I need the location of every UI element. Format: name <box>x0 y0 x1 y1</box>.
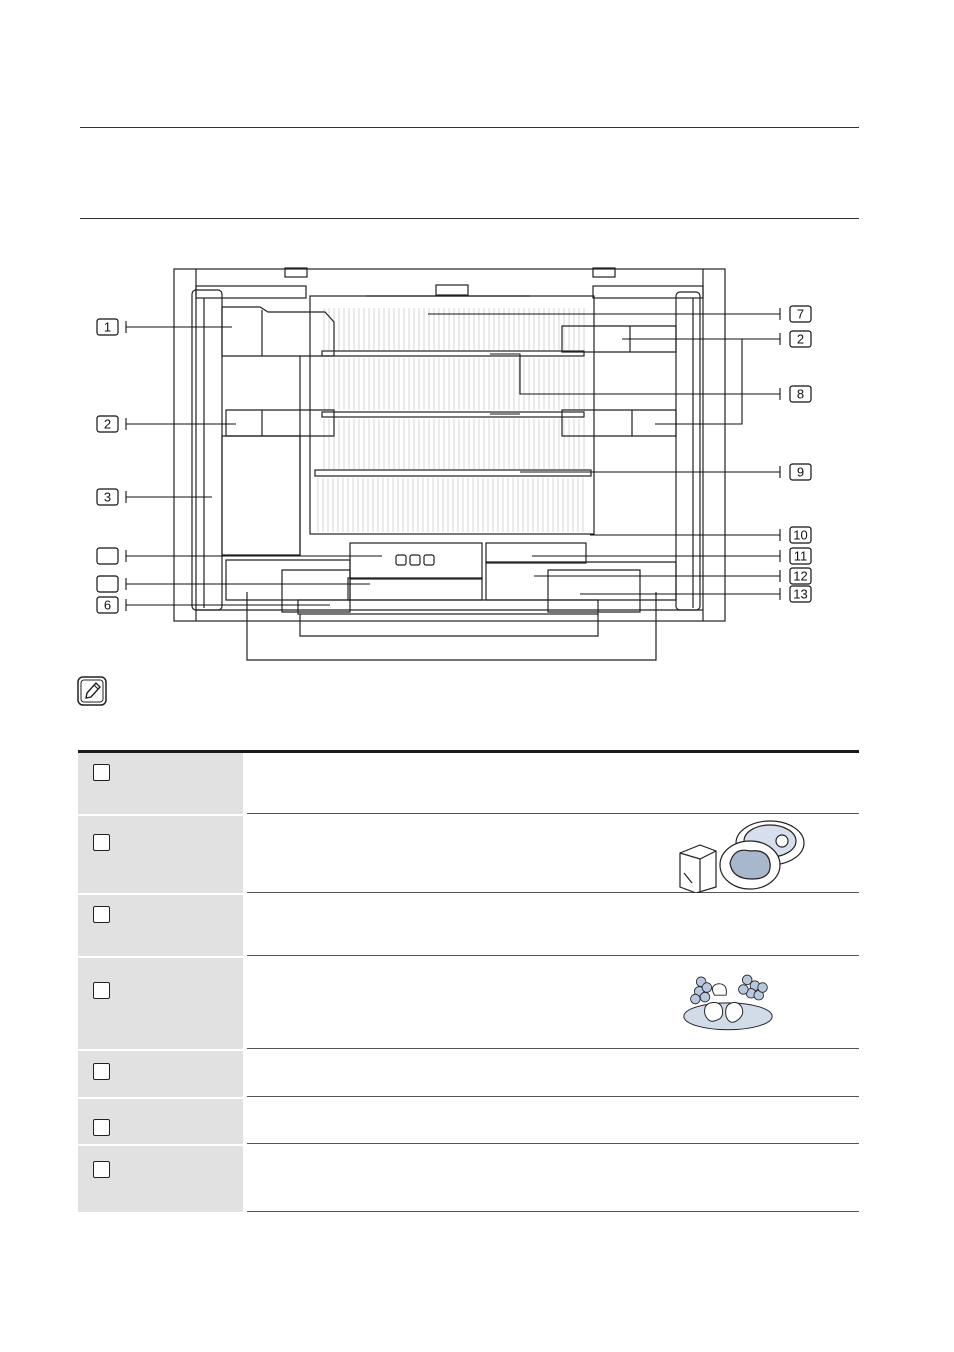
callout-right-1 <box>790 331 811 347</box>
callout-number: 2 <box>796 331 805 347</box>
row-number-box <box>93 1063 110 1080</box>
row-number-box <box>93 764 110 781</box>
callout-right-7 <box>790 586 811 602</box>
callout-right-0 <box>790 306 811 322</box>
door-bin-bottom-left <box>226 560 350 600</box>
callout-right-6 <box>790 568 811 584</box>
cabinet-outline <box>174 269 725 621</box>
callout-left-5 <box>97 597 118 613</box>
meat-and-cheese-illustration <box>672 813 812 893</box>
row-number-box <box>93 906 110 923</box>
shelf-1 <box>322 351 584 356</box>
table-row-label-cell <box>78 1099 243 1144</box>
callout-number: 6 <box>103 597 112 613</box>
table-row-label-cell <box>78 958 243 1049</box>
table-row-divider <box>247 1211 859 1212</box>
shelf-2 <box>322 412 584 417</box>
callout-left-4 <box>97 576 118 592</box>
row-number-box <box>93 1161 110 1178</box>
table-row <box>78 1146 859 1212</box>
table-row-label-cell <box>78 1146 243 1212</box>
door-bin-mid-left <box>226 410 334 436</box>
door-bin-top-left <box>222 307 334 356</box>
table-row-divider <box>247 1048 859 1049</box>
row-number-box <box>93 982 110 999</box>
callout-number: 3 <box>103 489 112 505</box>
callout-number: 7 <box>796 306 805 322</box>
bracket-bins <box>247 592 656 660</box>
table-row <box>78 1051 859 1097</box>
callout-number: 10 <box>793 527 808 543</box>
callout-number: 9 <box>796 464 805 480</box>
callout-right-5 <box>790 548 811 564</box>
callout-number: 12 <box>793 568 808 584</box>
note-pencil-icon <box>77 676 107 706</box>
callout-number: 2 <box>103 416 112 432</box>
table-row-divider <box>247 1143 859 1144</box>
shelf-3 <box>315 470 591 476</box>
table-row-divider <box>247 1096 859 1097</box>
table-row-label-cell <box>78 895 243 956</box>
control-panel <box>350 543 482 579</box>
callout-left-3 <box>97 548 118 564</box>
table-row-label-cell <box>78 1051 243 1097</box>
row-number-box <box>93 1119 110 1136</box>
table-row <box>78 1099 859 1144</box>
callout-right-3 <box>790 464 811 480</box>
table-row-divider <box>247 955 859 956</box>
table-row <box>78 895 859 956</box>
callout-number: 8 <box>796 386 805 402</box>
callout-left-1 <box>97 416 118 432</box>
table-row-label-cell <box>78 753 243 814</box>
callout-left-2 <box>97 489 118 505</box>
row-number-box <box>93 834 110 851</box>
table-row-label-cell <box>78 816 243 893</box>
callout-number: 13 <box>793 586 808 602</box>
callout-left-0 <box>97 319 118 335</box>
table-row <box>78 753 859 814</box>
callout-number: 11 <box>793 548 808 564</box>
callout-number: 1 <box>103 319 112 335</box>
callout-right-4 <box>790 527 811 543</box>
callout-right-2 <box>790 386 811 402</box>
fruit-and-vegetables-illustration <box>680 965 776 1035</box>
